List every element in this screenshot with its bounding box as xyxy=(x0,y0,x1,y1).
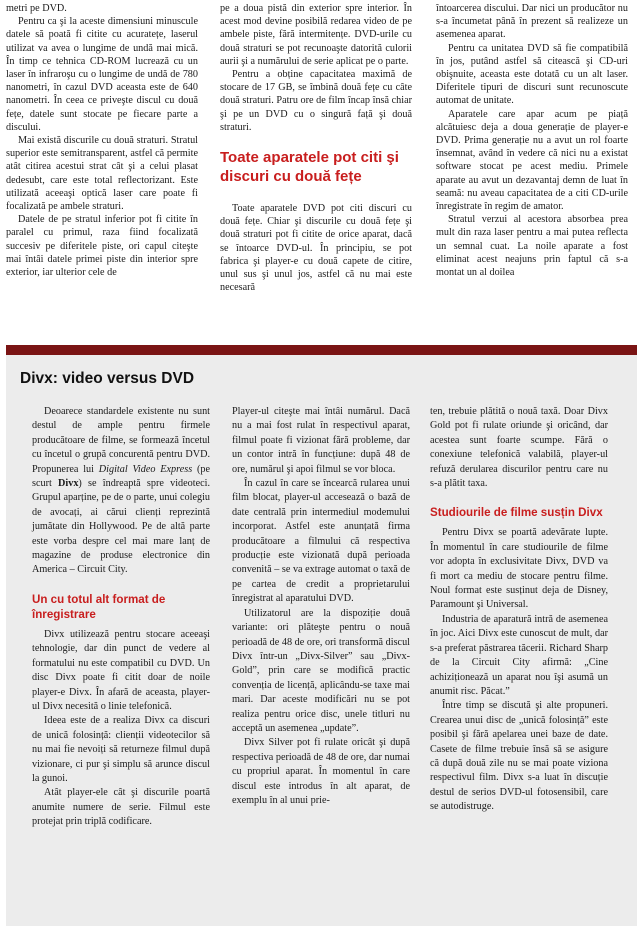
paragraph xyxy=(32,405,210,578)
paragraph: Pentru ca şi la aceste dimensiuni minuscule datele să poată fi citite cu acuratețe, laserul utilizat va avea o lungime de undă mai mică. În timp ce tehnica CD-ROM lucrează cu un laser în infraroşu cu o lungime de undă de 780 nanometri, în cazul DVD aceasta este de 640 nanometri. În ceea ce priveşte discul cu două fețe, datele sunt stocate pe fiecare parte a discului. xyxy=(6,16,198,133)
box-column-3 xyxy=(430,405,608,815)
paragraph: metri pe DVD. xyxy=(6,3,67,14)
paragraph: Player-ul citeşte mai întâi numărul. Dacă nu a mai fost rulat în respectivul aparat, filmul poate fi vizionat fără probleme, dar un contor intră în funcțiune: după 48 de ore, numărul şi apoi filmul se vor bloca. xyxy=(232,406,410,475)
section-heading: Toate aparatele pot citi şi discuri cu două fețe xyxy=(220,149,399,186)
text-run-bold: Divx xyxy=(58,478,79,490)
subsection-heading: Un cu totul alt format de înregistrare xyxy=(32,592,166,621)
box-column-2 xyxy=(232,405,410,808)
paragraph: pe a doua pistă din exterior spre interior. În acest mod devine posibilă redarea video de pe ambele piste, fără intermitențe. DVD-urile cu două straturi se pot recunoaşte datorită culorii aurii şi a numărului de serie aplicat pe o parte. xyxy=(220,3,412,67)
paragraph: Toate aparatele DVD pot citi discuri cu două fețe. Chiar şi discurile cu două fețe şi două straturi pot fi citite de orice aparat, dacă se întoarce DVD-ul. În principiu, se pot fabrica şi player-e cu două capete de citire, unul sus şi unul jos, astfel că nu mai este necesară xyxy=(220,203,412,294)
paragraph: În cazul în care se încearcă rularea unui film blocat, player-ul accesează o bază de date centrală prin intermediul modemului incorporat. Astfel este anunțată firma producătoare a filmului că respectiva producție este vizionată după perioada convenită – se va extrage automat o taxă de pe cartea de credit a proprietarului înregistrat al aparatului DVD. xyxy=(232,478,410,605)
paragraph: Pentru Divx se poartă adevărate lupte. În momentul în care studiourile de filme vor adopta în exclusivitate Divx, DVD va fi mort ca mediu de stocare pentru filme. Noul format este susținut deja de Disney, Paramount şi Universal. xyxy=(430,527,608,611)
section-divider xyxy=(6,345,637,355)
paragraph: ten, trebuie plătită o nouă taxă. Doar Divx Gold pot fi rulate oriunde şi oricând, dar acestea sunt foarte scumpe. Fără o conexiune telefonică valabilă, player-ul refuză derularea discurilor pentru care nu s-a plătit taxa. xyxy=(430,406,608,490)
sidebar-box xyxy=(6,355,637,926)
paragraph: Utilizatorul are la dispoziție două variante: ori plăteşte pentru o nouă perioadă de 48 de ore, ori transformă discul Divx într-un „Divx-Silver” sau „Divx-Gold”, prin care se modifică practic convenția de licență, aplicându-se taxe mai mari. Dar aceste modificări nu se pot realiza pentru orice disc, unele titluri nu acceptă un asemenea „update”. xyxy=(232,607,410,734)
paragraph: Aparatele care apar acum pe piață alcătuiesc deja a doua generație de player-e DVD. Prima generație nu a avut un rol foarte însemnat, având în vedere că nici nu a existat software stocat pe acest mediu. Primele aparate au avut un dezavantaj demn de luat în seamă: nu aveau capacitatea de a citi CD-urile înregistrate în regim de amator. xyxy=(436,108,628,213)
paragraph: Industria de aparatură intră de asemenea în joc. Aici Divx este cunoscut de mult, dar s-a preferat păstrarea tăcerii. Richard Sharp de la Circuit City afirmă: „Cine achiziționează un aparat nou îşi asumă un anumit risc. Păcat.” xyxy=(430,613,608,697)
paragraph: Pentru a obține capacitatea maximă de stocare de 17 GB, se îmbină două fețe cu câte două straturi. Patru ore de film încap însă chiar şi pe un DVD cu o singură față şi două straturi. xyxy=(220,69,412,133)
paragraph: Între timp se discută şi alte propuneri. Crearea unui disc de „unică folosință” este posibil şi fără apelarea unei baze de date. Casete de filme trebuie însă să se asigure că după două zile nu se mai poate viziona respectivul film. Divx s-a luat în discuție destul de serios DVD-ul fotosensibil, care se autodistruge. xyxy=(430,700,608,813)
text-run: (pe scurt xyxy=(32,463,210,490)
box-column-1 xyxy=(32,405,210,830)
paragraph: Pentru ca unitatea DVD să fie compatibilă în jos, putând astfel să citească şi CD-uri obişnuite, aceasta este dotată cu un alt laser. Diferitele tipuri de discuri sunt recunoscute automat de unitate. xyxy=(436,42,628,107)
paragraph: Ideea este de a realiza Divx ca discuri de unică folosință: clienții videotecilor să nu mai fie nevoiți să returneze filmul după vizionare, ci pur şi simplu să arunce discul la gunoi. xyxy=(32,715,210,784)
paragraph: Divx Silver pot fi rulate oricât şi după respectiva perioadă de 48 de ore, dar numai cu propriul aparat. În momentul în care discul este introdus în alt aparat, de exemplu în al unui prie- xyxy=(232,737,410,806)
box-title: Divx: video versus DVD xyxy=(20,370,195,387)
top-article-column-3 xyxy=(436,2,628,279)
text-run: Deoarece standardele existente nu sunt destul de ample pentru firmele producătoare de filme, se formează încetul cu încetul o grupă concurentă pentru DVD. Propunerea lui xyxy=(32,406,210,475)
paragraph: Atât player-ele cât şi discurile poartă anumite numere de serie. Filmul este protejat prin triplă codificare. xyxy=(32,787,210,828)
text-run-italic: Digital Video Express xyxy=(98,463,193,475)
top-article-column-2 xyxy=(220,2,412,294)
paragraph: Datele de pe stratul inferior pot fi citite în paralel cu primul, raza fiind focalizată succesiv pe diferitele piste, ori capul citeşte mai întâi datele primei piste din interior spre exterior, iar ulterior cele de xyxy=(6,214,198,279)
paragraph: Divx utilizează pentru stocare aceeaşi tehnologie, dar din punct de vedere al formatului nu este compatibil cu DVD. Un disc Divx poate fi citit doar de noile player-e Divx. În afară de aceasta, player-ul Divx necesită o linie telefonică. xyxy=(32,628,210,712)
paragraph: Mai există discurile cu două straturi. Stratul superior este semitransparent, astfel că permite atât citirea acestui strat cât şi a celui plasat dedesubt, care este total reflectorizant. Este utilizată aceeaşi optică laser care poate fi focalizată pe ambele straturi. xyxy=(6,135,198,213)
text-run: ) se îndreaptă spre videoteci. Grupul aparține, pe de o parte, unui colegiu de avocați, ai cărui clienți reprezintă jumătate din Hollywood. Pe de altă parte este vorba despre cel mai mare lanț de magazine de produse electronice din America – Circuit City. xyxy=(32,478,210,576)
subsection-heading: Studiourile de filme susțin Divx xyxy=(430,506,603,520)
paragraph: întoarcerea discului. Dar nici un producător nu s-a încumetat până în prezent să realizeze un asemenea aparat. xyxy=(436,3,628,41)
paragraph: Stratul verzui al acestora absorbea prea mult din raza laser pentru a mai putea reflecta un semnal cuat. La noile aparate a fost eliminat acest neajuns prin faptul că s-a montat un al doilea xyxy=(436,214,628,279)
top-article-column-1 xyxy=(6,2,198,279)
